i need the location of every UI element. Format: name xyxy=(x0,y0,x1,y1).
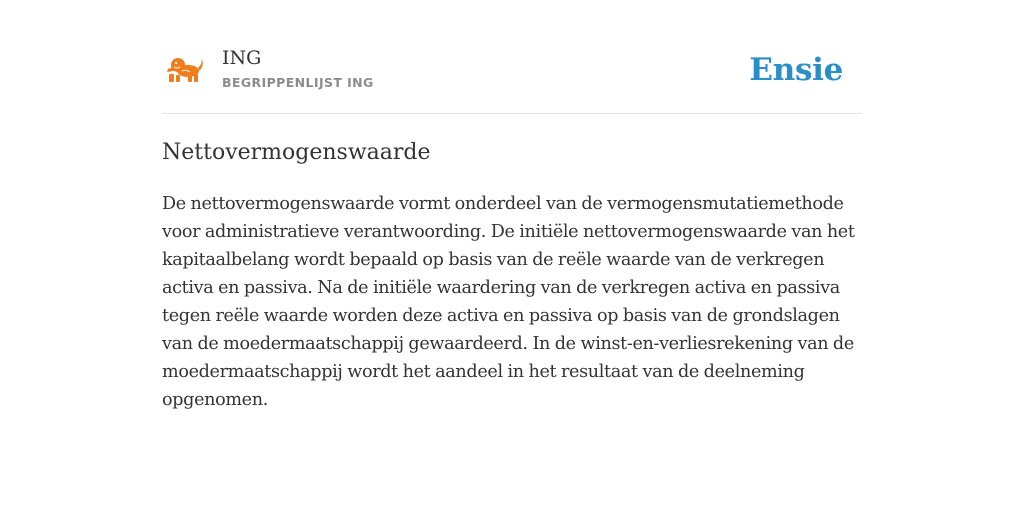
entry-header xyxy=(162,40,862,114)
source-name[interactable]: ING xyxy=(222,47,262,69)
term-title: Nettovermogenswaarde xyxy=(162,140,431,165)
term-definition: De nettovermogenswaarde vormt onderdeel van de vermogensmutatiemethode voor administratieve verantwoording. De initiële nettovermogenswaarde van het kapitaalbelang wordt bepaald op basis van de reële waarde van de verkregen activa en passiva. Na de initiële waardering van de verkregen activa en passiva tegen reële waarde worden deze activa en passiva op basis van de grondslagen van de moedermaatschappij gewaardeerd. In de winst-en-verliesrekening van de moedermaatschappij wordt het aandeel in het resultaat van de deelneming opgenomen. xyxy=(162,194,855,410)
lion-icon xyxy=(166,57,204,83)
source-subtitle[interactable]: BEGRIPPENLIJST ING xyxy=(222,75,374,90)
entry-card xyxy=(162,40,862,414)
brand-logo[interactable]: Ensie xyxy=(749,52,843,88)
